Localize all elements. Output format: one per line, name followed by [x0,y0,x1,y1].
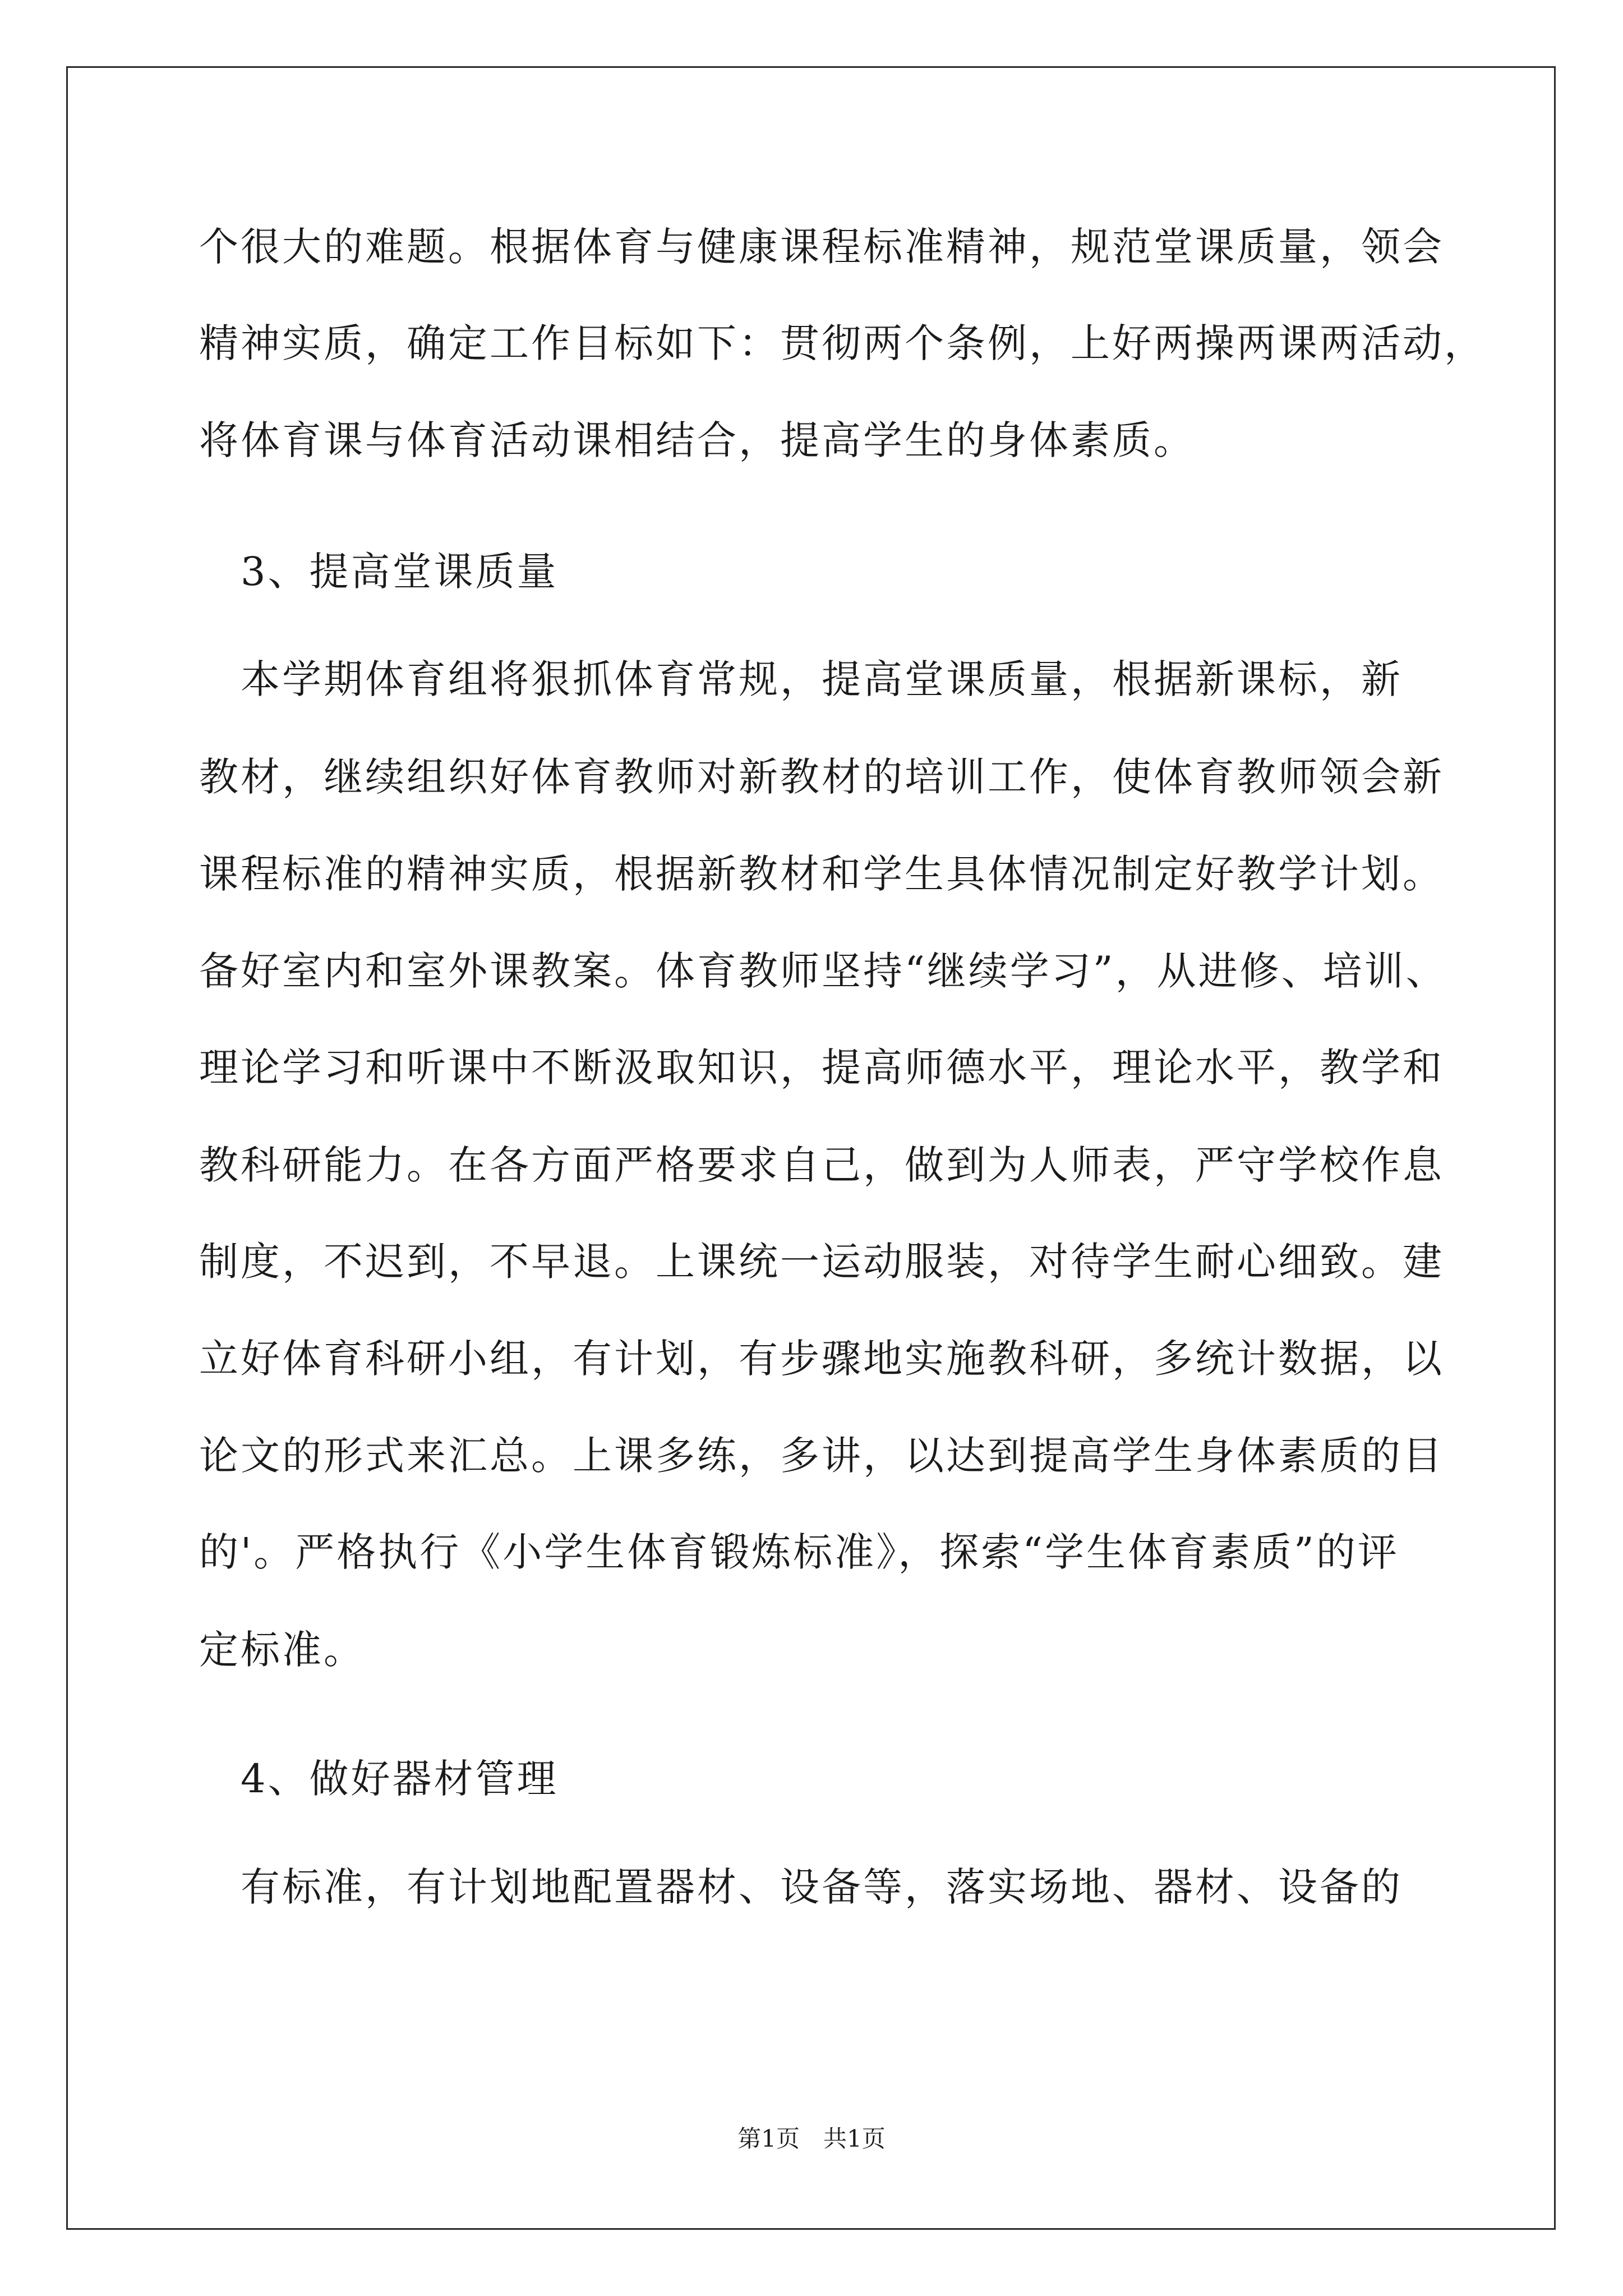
paragraph-line: 教材，继续组织好体育教师对新教材的培训工作，使体育教师领会新 [199,754,1444,800]
paragraph-line: 教科研能力。在各方面严格要求自己，做到为人师表，严守学校作息 [199,1142,1444,1188]
section-heading: 3、提高堂课质量 [199,549,559,595]
paragraph-line: 本学期体育组将狠抓体育常规，提高堂课质量，根据新课标，新 [199,656,1403,702]
page-number-footer: 第1页 共1页 [737,2125,886,2152]
paragraph-line: 定标准。 [199,1627,365,1673]
paragraph-line: 课程标准的精神实质，根据新教材和学生具体情况制定好教学计划。 [199,851,1444,897]
paragraph-line: 论文的形式来汇总。上课多练，多讲，以达到提高学生身体素质的目 [199,1433,1444,1479]
paragraph-line: 将体育课与体育活动课相结合，提高学生的身体素质。 [199,417,1195,463]
paragraph-line: 制度，不迟到，不早退。上课统一运动服装，对待学生耐心细致。建 [199,1239,1444,1285]
section-heading: 4、做好器材管理 [199,1756,559,1802]
paragraph-line: 有标准，有计划地配置器材、设备等，落实场地、器材、设备的 [199,1864,1403,1910]
paragraph-line: 精神实质，确定工作目标如下：贯彻两个条例，上好两操两课两活动， [199,320,1486,366]
paragraph-line: 的'。严格执行《小学生体育锻炼标准》，探索“学生体育素质”的评 [199,1529,1399,1575]
paragraph-line: 备好室内和室外课教案。体育教师坚持“继续学习”，从进修、培训、 [199,948,1447,994]
paragraph-line: 立好体育科研小组，有计划，有步骤地实施教科研，多统计数据，以 [199,1336,1444,1382]
paragraph-line: 个很大的难题。根据体育与健康课程标准精神，规范堂课质量，领会 [199,224,1444,270]
paragraph-line: 理论学习和听课中不断汲取知识，提高师德水平，理论水平，教学和 [199,1045,1444,1091]
